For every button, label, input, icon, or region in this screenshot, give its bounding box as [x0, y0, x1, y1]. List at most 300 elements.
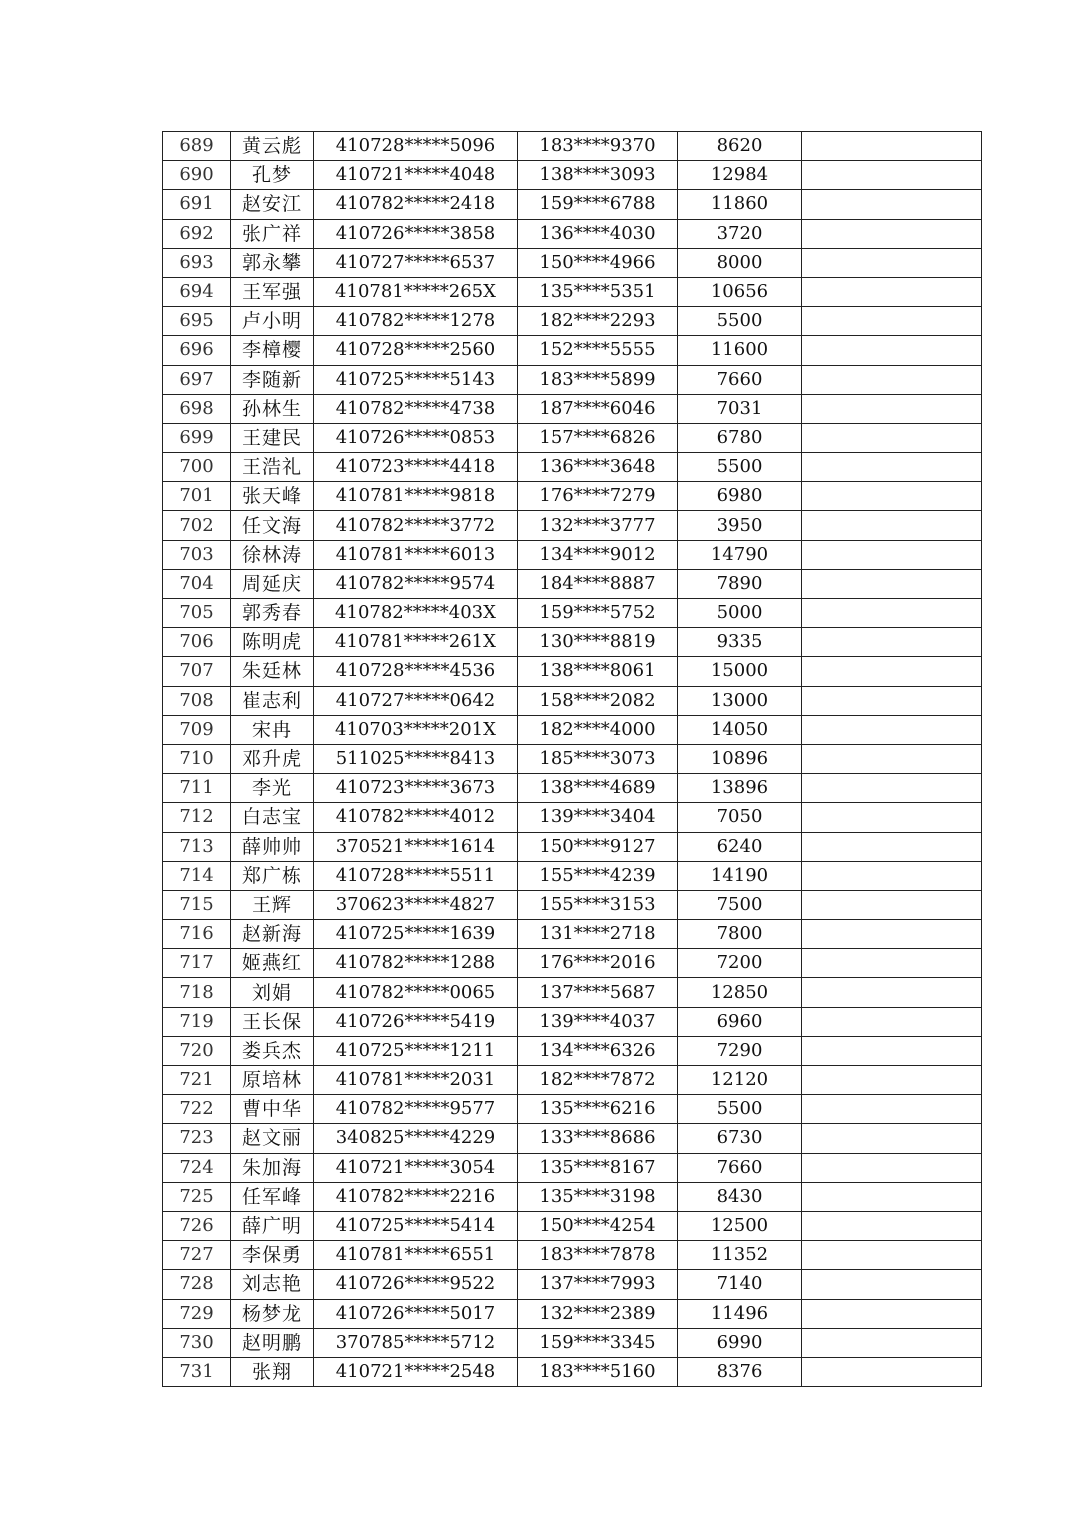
- name-cell: 郭永攀: [231, 248, 314, 277]
- id-number-cell: 370623*****4827: [314, 890, 518, 919]
- phone-number-cell: 136****3648: [518, 453, 678, 482]
- name-cell: 陈明虎: [231, 628, 314, 657]
- id-number-cell: 410781*****6013: [314, 540, 518, 569]
- remark-cell: [802, 540, 982, 569]
- amount-cell: 6960: [678, 1007, 802, 1036]
- table-row: [163, 307, 982, 336]
- id-number-cell: 410781*****2031: [314, 1066, 518, 1095]
- name-cell: 原培林: [231, 1066, 314, 1095]
- id-number-cell: 410782*****3772: [314, 511, 518, 540]
- name-cell: 朱廷林: [231, 657, 314, 686]
- seq-number-cell: 712: [163, 803, 231, 832]
- name-cell: 孙林生: [231, 394, 314, 423]
- phone-number-cell: 132****3777: [518, 511, 678, 540]
- name-cell: 郑广栋: [231, 861, 314, 890]
- id-number-cell: 410725*****1639: [314, 920, 518, 949]
- name-cell: 王军强: [231, 277, 314, 306]
- table-row: [163, 1182, 982, 1211]
- table-row: [163, 365, 982, 394]
- remark-cell: [802, 569, 982, 598]
- name-cell: 薛帅帅: [231, 832, 314, 861]
- phone-number-cell: 184****8887: [518, 569, 678, 598]
- phone-number-cell: 159****5752: [518, 599, 678, 628]
- seq-number-cell: 704: [163, 569, 231, 598]
- name-cell: 白志宝: [231, 803, 314, 832]
- table-row: [163, 832, 982, 861]
- seq-number-cell: 702: [163, 511, 231, 540]
- seq-number-cell: 718: [163, 978, 231, 1007]
- id-number-cell: 410782*****4738: [314, 394, 518, 423]
- remark-cell: [802, 1299, 982, 1328]
- amount-cell: 11496: [678, 1299, 802, 1328]
- remark-cell: [802, 1357, 982, 1386]
- seq-number-cell: 707: [163, 657, 231, 686]
- id-number-cell: 410782*****0065: [314, 978, 518, 1007]
- seq-number-cell: 729: [163, 1299, 231, 1328]
- amount-cell: 7031: [678, 394, 802, 423]
- remark-cell: [802, 890, 982, 919]
- phone-number-cell: 132****2389: [518, 1299, 678, 1328]
- name-cell: 李保勇: [231, 1241, 314, 1270]
- remark-cell: [802, 423, 982, 452]
- seq-number-cell: 715: [163, 890, 231, 919]
- phone-number-cell: 150****4966: [518, 248, 678, 277]
- seq-number-cell: 728: [163, 1270, 231, 1299]
- remark-cell: [802, 394, 982, 423]
- name-cell: 徐林涛: [231, 540, 314, 569]
- table-row: [163, 482, 982, 511]
- name-cell: 曹中华: [231, 1095, 314, 1124]
- seq-number-cell: 722: [163, 1095, 231, 1124]
- name-cell: 孔梦: [231, 161, 314, 190]
- remark-cell: [802, 1241, 982, 1270]
- amount-cell: 6990: [678, 1328, 802, 1357]
- id-number-cell: 410728*****5096: [314, 132, 518, 161]
- phone-number-cell: 137****7993: [518, 1270, 678, 1299]
- remark-cell: [802, 161, 982, 190]
- id-number-cell: 410721*****3054: [314, 1153, 518, 1182]
- phone-number-cell: 150****9127: [518, 832, 678, 861]
- phone-number-cell: 185****3073: [518, 744, 678, 773]
- id-number-cell: 410721*****4048: [314, 161, 518, 190]
- name-cell: 黄云彪: [231, 132, 314, 161]
- table-row: [163, 978, 982, 1007]
- remark-cell: [802, 744, 982, 773]
- amount-cell: 7660: [678, 1153, 802, 1182]
- amount-cell: 13896: [678, 774, 802, 803]
- name-cell: 任文海: [231, 511, 314, 540]
- remark-cell: [802, 1066, 982, 1095]
- id-number-cell: 410726*****9522: [314, 1270, 518, 1299]
- seq-number-cell: 731: [163, 1357, 231, 1386]
- seq-number-cell: 699: [163, 423, 231, 452]
- phone-number-cell: 155****4239: [518, 861, 678, 890]
- seq-number-cell: 690: [163, 161, 231, 190]
- phone-number-cell: 139****4037: [518, 1007, 678, 1036]
- seq-number-cell: 721: [163, 1066, 231, 1095]
- phone-number-cell: 136****4030: [518, 219, 678, 248]
- id-number-cell: 410728*****2560: [314, 336, 518, 365]
- seq-number-cell: 724: [163, 1153, 231, 1182]
- amount-cell: 8376: [678, 1357, 802, 1386]
- remark-cell: [802, 1036, 982, 1065]
- phone-number-cell: 152****5555: [518, 336, 678, 365]
- table-row: [163, 161, 982, 190]
- amount-cell: 14190: [678, 861, 802, 890]
- name-cell: 邓升虎: [231, 744, 314, 773]
- id-number-cell: 410703*****201X: [314, 715, 518, 744]
- phone-number-cell: 155****3153: [518, 890, 678, 919]
- remark-cell: [802, 832, 982, 861]
- id-number-cell: 410781*****265X: [314, 277, 518, 306]
- name-cell: 张翔: [231, 1357, 314, 1386]
- amount-cell: 7890: [678, 569, 802, 598]
- remark-cell: [802, 1153, 982, 1182]
- phone-number-cell: 182****4000: [518, 715, 678, 744]
- name-cell: 赵文丽: [231, 1124, 314, 1153]
- table-row: [163, 599, 982, 628]
- amount-cell: 11600: [678, 336, 802, 365]
- amount-cell: 6780: [678, 423, 802, 452]
- name-cell: 赵新海: [231, 920, 314, 949]
- seq-number-cell: 716: [163, 920, 231, 949]
- amount-cell: 14790: [678, 540, 802, 569]
- id-number-cell: 410782*****1278: [314, 307, 518, 336]
- id-number-cell: 410781*****261X: [314, 628, 518, 657]
- phone-number-cell: 135****6216: [518, 1095, 678, 1124]
- seq-number-cell: 697: [163, 365, 231, 394]
- id-number-cell: 410728*****5511: [314, 861, 518, 890]
- phone-number-cell: 135****5351: [518, 277, 678, 306]
- remark-cell: [802, 277, 982, 306]
- remark-cell: [802, 628, 982, 657]
- name-cell: 薛广明: [231, 1211, 314, 1240]
- amount-cell: 12500: [678, 1211, 802, 1240]
- name-cell: 刘志艳: [231, 1270, 314, 1299]
- table-row: [163, 1299, 982, 1328]
- table-row: [163, 890, 982, 919]
- name-cell: 朱加海: [231, 1153, 314, 1182]
- data-table-container: [162, 131, 981, 1387]
- seq-number-cell: 710: [163, 744, 231, 773]
- table-row: [163, 511, 982, 540]
- table-row: [163, 628, 982, 657]
- amount-cell: 7290: [678, 1036, 802, 1065]
- remark-cell: [802, 715, 982, 744]
- amount-cell: 7140: [678, 1270, 802, 1299]
- amount-cell: 11352: [678, 1241, 802, 1270]
- seq-number-cell: 692: [163, 219, 231, 248]
- remark-cell: [802, 1182, 982, 1211]
- seq-number-cell: 726: [163, 1211, 231, 1240]
- phone-number-cell: 135****8167: [518, 1153, 678, 1182]
- phone-number-cell: 157****6826: [518, 423, 678, 452]
- id-number-cell: 370785*****5712: [314, 1328, 518, 1357]
- id-number-cell: 410726*****3858: [314, 219, 518, 248]
- amount-cell: 12984: [678, 161, 802, 190]
- table-row: [163, 1066, 982, 1095]
- table-row: [163, 1095, 982, 1124]
- id-number-cell: 410725*****1211: [314, 1036, 518, 1065]
- phone-number-cell: 182****7872: [518, 1066, 678, 1095]
- amount-cell: 7200: [678, 949, 802, 978]
- table-row: [163, 1241, 982, 1270]
- id-number-cell: 410726*****5017: [314, 1299, 518, 1328]
- seq-number-cell: 693: [163, 248, 231, 277]
- remark-cell: [802, 861, 982, 890]
- id-number-cell: 410782*****4012: [314, 803, 518, 832]
- name-cell: 赵安江: [231, 190, 314, 219]
- seq-number-cell: 706: [163, 628, 231, 657]
- table-row: [163, 132, 982, 161]
- table-row: [163, 1036, 982, 1065]
- table-row: [163, 861, 982, 890]
- phone-number-cell: 187****6046: [518, 394, 678, 423]
- name-cell: 李樟樱: [231, 336, 314, 365]
- name-cell: 王建民: [231, 423, 314, 452]
- data-table: [162, 131, 982, 1387]
- remark-cell: [802, 365, 982, 394]
- name-cell: 王浩礼: [231, 453, 314, 482]
- remark-cell: [802, 1007, 982, 1036]
- seq-number-cell: 709: [163, 715, 231, 744]
- table-row: [163, 219, 982, 248]
- seq-number-cell: 695: [163, 307, 231, 336]
- phone-number-cell: 176****2016: [518, 949, 678, 978]
- phone-number-cell: 135****3198: [518, 1182, 678, 1211]
- amount-cell: 3720: [678, 219, 802, 248]
- amount-cell: 5500: [678, 1095, 802, 1124]
- table-row: [163, 1357, 982, 1386]
- amount-cell: 6730: [678, 1124, 802, 1153]
- amount-cell: 10896: [678, 744, 802, 773]
- seq-number-cell: 708: [163, 686, 231, 715]
- seq-number-cell: 691: [163, 190, 231, 219]
- phone-number-cell: 133****8686: [518, 1124, 678, 1153]
- phone-number-cell: 182****2293: [518, 307, 678, 336]
- name-cell: 赵明鹏: [231, 1328, 314, 1357]
- table-row: [163, 540, 982, 569]
- table-row: [163, 1211, 982, 1240]
- name-cell: 任军峰: [231, 1182, 314, 1211]
- table-row: [163, 423, 982, 452]
- remark-cell: [802, 803, 982, 832]
- id-number-cell: 410782*****1288: [314, 949, 518, 978]
- remark-cell: [802, 1095, 982, 1124]
- remark-cell: [802, 686, 982, 715]
- seq-number-cell: 701: [163, 482, 231, 511]
- table-row: [163, 569, 982, 598]
- remark-cell: [802, 1211, 982, 1240]
- id-number-cell: 410727*****6537: [314, 248, 518, 277]
- table-row: [163, 920, 982, 949]
- phone-number-cell: 130****8819: [518, 628, 678, 657]
- amount-cell: 8430: [678, 1182, 802, 1211]
- phone-number-cell: 159****3345: [518, 1328, 678, 1357]
- table-row: [163, 336, 982, 365]
- amount-cell: 13000: [678, 686, 802, 715]
- phone-number-cell: 138****8061: [518, 657, 678, 686]
- table-row: [163, 394, 982, 423]
- name-cell: 周延庆: [231, 569, 314, 598]
- amount-cell: 9335: [678, 628, 802, 657]
- id-number-cell: 410782*****9577: [314, 1095, 518, 1124]
- table-row: [163, 774, 982, 803]
- amount-cell: 14050: [678, 715, 802, 744]
- seq-number-cell: 696: [163, 336, 231, 365]
- amount-cell: 5500: [678, 453, 802, 482]
- id-number-cell: 370521*****1614: [314, 832, 518, 861]
- name-cell: 张天峰: [231, 482, 314, 511]
- phone-number-cell: 183****9370: [518, 132, 678, 161]
- phone-number-cell: 183****5899: [518, 365, 678, 394]
- phone-number-cell: 134****9012: [518, 540, 678, 569]
- seq-number-cell: 730: [163, 1328, 231, 1357]
- id-number-cell: 410781*****6551: [314, 1241, 518, 1270]
- id-number-cell: 410782*****9574: [314, 569, 518, 598]
- seq-number-cell: 711: [163, 774, 231, 803]
- phone-number-cell: 139****3404: [518, 803, 678, 832]
- name-cell: 刘娟: [231, 978, 314, 1007]
- amount-cell: 11860: [678, 190, 802, 219]
- remark-cell: [802, 511, 982, 540]
- seq-number-cell: 717: [163, 949, 231, 978]
- remark-cell: [802, 219, 982, 248]
- name-cell: 卢小明: [231, 307, 314, 336]
- seq-number-cell: 714: [163, 861, 231, 890]
- id-number-cell: 340825*****4229: [314, 1124, 518, 1153]
- table-row: [163, 277, 982, 306]
- id-number-cell: 410723*****3673: [314, 774, 518, 803]
- remark-cell: [802, 657, 982, 686]
- name-cell: 宋冉: [231, 715, 314, 744]
- table-row: [163, 949, 982, 978]
- remark-cell: [802, 774, 982, 803]
- remark-cell: [802, 336, 982, 365]
- table-row: [163, 190, 982, 219]
- amount-cell: 7660: [678, 365, 802, 394]
- name-cell: 姬燕红: [231, 949, 314, 978]
- amount-cell: 10656: [678, 277, 802, 306]
- id-number-cell: 410723*****4418: [314, 453, 518, 482]
- remark-cell: [802, 248, 982, 277]
- remark-cell: [802, 1124, 982, 1153]
- amount-cell: 8620: [678, 132, 802, 161]
- remark-cell: [802, 307, 982, 336]
- table-row: [163, 453, 982, 482]
- seq-number-cell: 694: [163, 277, 231, 306]
- phone-number-cell: 137****5687: [518, 978, 678, 1007]
- id-number-cell: 410781*****9818: [314, 482, 518, 511]
- name-cell: 娄兵杰: [231, 1036, 314, 1065]
- table-row: [163, 803, 982, 832]
- amount-cell: 12850: [678, 978, 802, 1007]
- amount-cell: 7500: [678, 890, 802, 919]
- amount-cell: 12120: [678, 1066, 802, 1095]
- id-number-cell: 410782*****2418: [314, 190, 518, 219]
- phone-number-cell: 138****3093: [518, 161, 678, 190]
- seq-number-cell: 713: [163, 832, 231, 861]
- seq-number-cell: 689: [163, 132, 231, 161]
- amount-cell: 15000: [678, 657, 802, 686]
- name-cell: 郭秀春: [231, 599, 314, 628]
- table-row: [163, 1124, 982, 1153]
- amount-cell: 5000: [678, 599, 802, 628]
- table-row: [163, 1153, 982, 1182]
- id-number-cell: 410725*****5143: [314, 365, 518, 394]
- amount-cell: 5500: [678, 307, 802, 336]
- phone-number-cell: 183****5160: [518, 1357, 678, 1386]
- id-number-cell: 410721*****2548: [314, 1357, 518, 1386]
- id-number-cell: 410725*****5414: [314, 1211, 518, 1240]
- table-row: [163, 1270, 982, 1299]
- table-row: [163, 686, 982, 715]
- seq-number-cell: 703: [163, 540, 231, 569]
- id-number-cell: 410726*****5419: [314, 1007, 518, 1036]
- id-number-cell: 410782*****403X: [314, 599, 518, 628]
- phone-number-cell: 134****6326: [518, 1036, 678, 1065]
- table-row: [163, 1007, 982, 1036]
- seq-number-cell: 719: [163, 1007, 231, 1036]
- table-row: [163, 1328, 982, 1357]
- id-number-cell: 511025*****8413: [314, 744, 518, 773]
- seq-number-cell: 725: [163, 1182, 231, 1211]
- amount-cell: 7050: [678, 803, 802, 832]
- amount-cell: 8000: [678, 248, 802, 277]
- amount-cell: 7800: [678, 920, 802, 949]
- remark-cell: [802, 949, 982, 978]
- seq-number-cell: 698: [163, 394, 231, 423]
- phone-number-cell: 183****7878: [518, 1241, 678, 1270]
- id-number-cell: 410727*****0642: [314, 686, 518, 715]
- phone-number-cell: 159****6788: [518, 190, 678, 219]
- table-row: [163, 715, 982, 744]
- remark-cell: [802, 1328, 982, 1357]
- name-cell: 杨梦龙: [231, 1299, 314, 1328]
- remark-cell: [802, 453, 982, 482]
- amount-cell: 3950: [678, 511, 802, 540]
- table-row: [163, 248, 982, 277]
- id-number-cell: 410726*****0853: [314, 423, 518, 452]
- phone-number-cell: 158****2082: [518, 686, 678, 715]
- seq-number-cell: 723: [163, 1124, 231, 1153]
- table-row: [163, 657, 982, 686]
- remark-cell: [802, 599, 982, 628]
- id-number-cell: 410782*****2216: [314, 1182, 518, 1211]
- remark-cell: [802, 482, 982, 511]
- amount-cell: 6980: [678, 482, 802, 511]
- name-cell: 王辉: [231, 890, 314, 919]
- phone-number-cell: 131****2718: [518, 920, 678, 949]
- name-cell: 李随新: [231, 365, 314, 394]
- remark-cell: [802, 190, 982, 219]
- remark-cell: [802, 920, 982, 949]
- seq-number-cell: 720: [163, 1036, 231, 1065]
- phone-number-cell: 176****7279: [518, 482, 678, 511]
- seq-number-cell: 705: [163, 599, 231, 628]
- seq-number-cell: 700: [163, 453, 231, 482]
- name-cell: 李光: [231, 774, 314, 803]
- name-cell: 王长保: [231, 1007, 314, 1036]
- amount-cell: 6240: [678, 832, 802, 861]
- remark-cell: [802, 132, 982, 161]
- id-number-cell: 410728*****4536: [314, 657, 518, 686]
- remark-cell: [802, 978, 982, 1007]
- name-cell: 崔志利: [231, 686, 314, 715]
- table-body: [163, 132, 982, 1387]
- phone-number-cell: 138****4689: [518, 774, 678, 803]
- table-row: [163, 744, 982, 773]
